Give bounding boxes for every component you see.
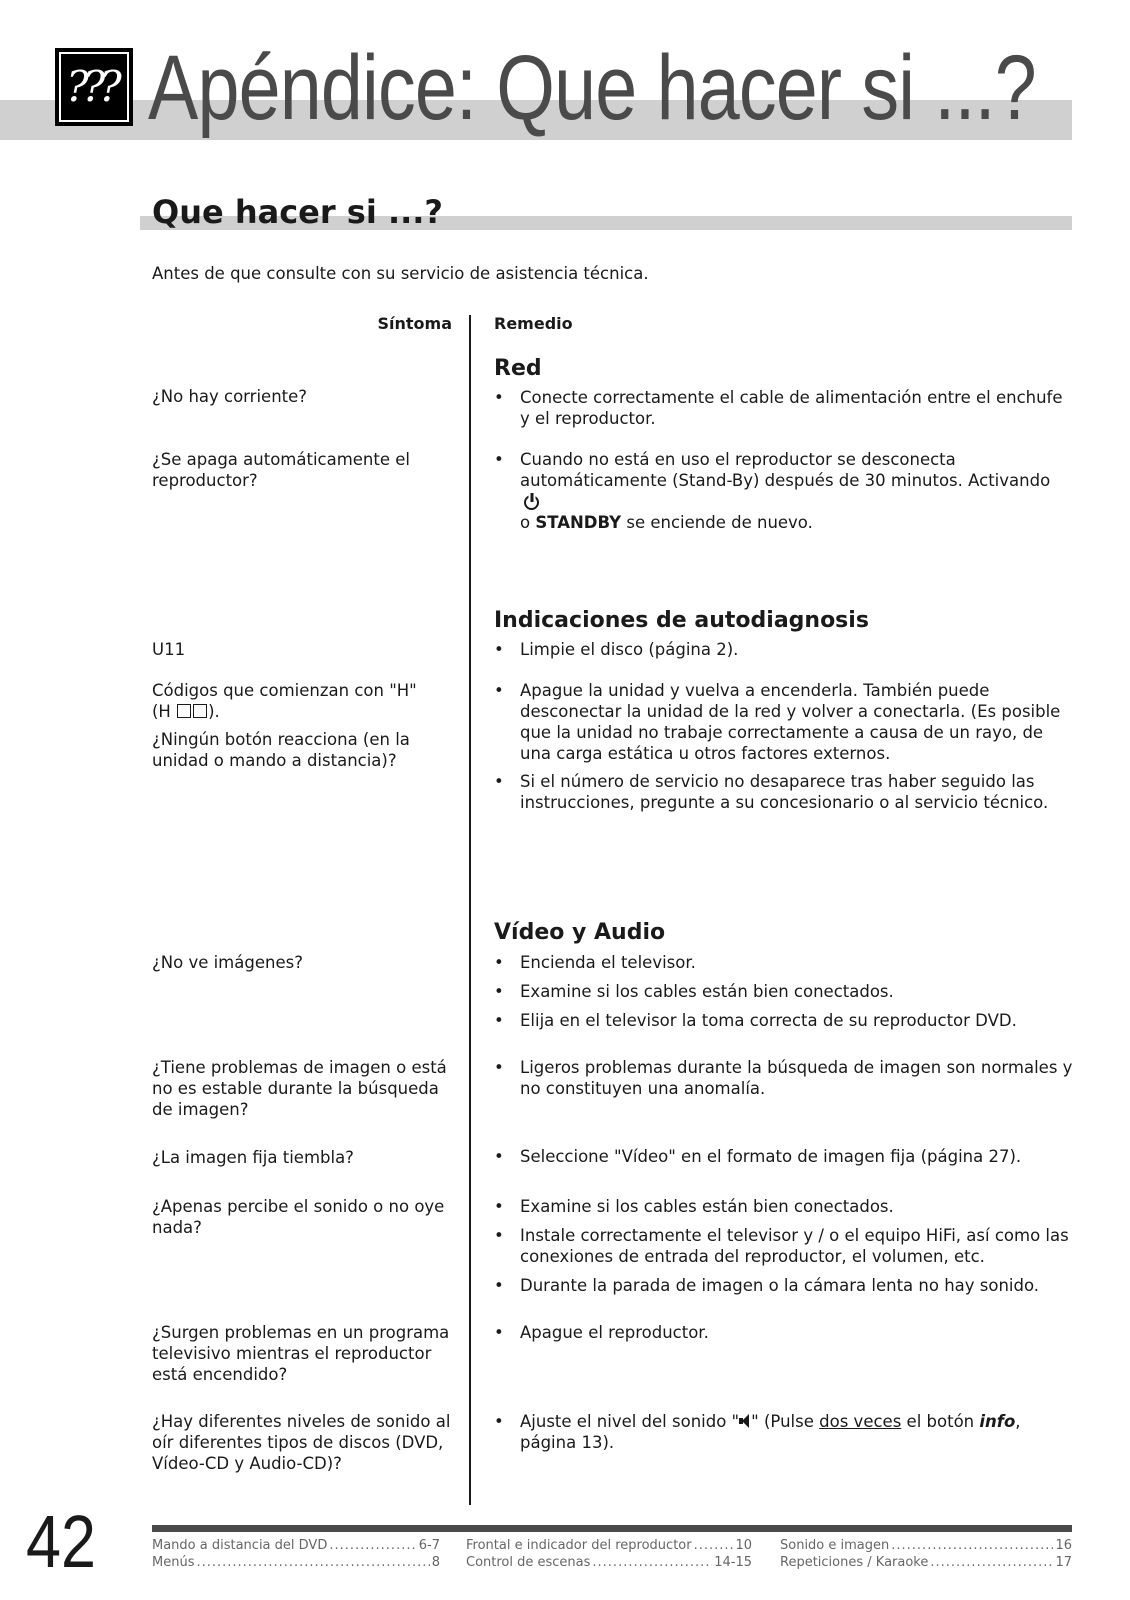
symptom-auto-off: ¿Se apaga automáticamente el reproductor? — [152, 450, 410, 490]
remedy-item: • Durante la parada de imagen o la cámara lenta no hay sonido. — [494, 1275, 1074, 1296]
remedy-item: • Elija en el televisor la toma correcta de su reproductor DVD. — [494, 1010, 1074, 1031]
remedy-column-header: Remedio — [494, 314, 573, 333]
symptom-image-search: ¿Tiene problemas de imagen o está no es estable durante la búsqueda de imagen? — [152, 1058, 447, 1119]
remedy-item: • Apague la unidad y vuelva a encenderla. También puede desconectar la unidad de la red y volver a conectarla. (Es posible que la unidad no trabaje correctamente a causa de un rayo, de una carga estática u otros factores externos. — [494, 680, 1074, 764]
remedy-no-power — [494, 387, 1074, 429]
category-red: Red — [494, 356, 542, 381]
column-divider — [469, 315, 471, 1505]
remedy-item: • Conecte correctamente el cable de alimentación entre el enchufe y el reproductor. — [494, 387, 1074, 429]
remedy-item: • Cuando no está en uso el reproductor se desconecta automáticamente (Stand-By) después de 30 minutos. Activando o STANDBY se enciende de nuevo. — [494, 449, 1074, 533]
speaker-icon — [739, 1414, 751, 1428]
remedy-u11 — [494, 639, 1074, 660]
page-number: 42 — [26, 1500, 96, 1583]
footer-index-entry: Sonido e imagen ..... 16 — [780, 1538, 1072, 1555]
remedy-auto-off — [494, 449, 1074, 533]
info-button-label: info — [979, 1412, 1016, 1431]
symptom-tv-program: ¿Surgen problemas en un programa televisivo mientras el reproductor está encendido? — [152, 1323, 450, 1384]
footer-index-entry: Control de escenas ..... 14-15 — [466, 1555, 752, 1572]
footer-index-entry: Menús ..... 8 — [152, 1555, 440, 1572]
remedy-item: • Apague el reproductor. — [494, 1322, 1074, 1343]
remedy-no-sound — [494, 1196, 1074, 1296]
footer-index-column — [466, 1538, 752, 1572]
category-autodiagnosis: Indicaciones de autodiagnosis — [494, 608, 869, 633]
remedy-item: • Instale correctamente el televisor y / o el equipo HiFi, así como las conexiones de entrada del reproductor, el volumen, etc. — [494, 1225, 1074, 1267]
remedy-item: • Si el número de servicio no desaparece tras haber seguido las instrucciones, pregunte a su concesionario o al servicio técnico. — [494, 771, 1074, 813]
symptom-column-header: Síntoma — [377, 314, 452, 333]
remedy-item: • Examine si los cables están bien conectados. — [494, 1196, 1074, 1217]
section-title: Que hacer si ...? — [152, 193, 443, 231]
digit-box-icon — [177, 704, 191, 718]
remedy-no-image — [494, 952, 1074, 1031]
remedy-image-search — [494, 1057, 1074, 1099]
remedy-tv-program — [494, 1322, 1074, 1343]
remedy-item: • Encienda el televisor. — [494, 952, 1074, 973]
question-marks-icon — [55, 48, 133, 126]
power-icon — [524, 495, 539, 510]
symptom-u11: U11 — [152, 640, 186, 659]
remedy-item: • Ajuste el nivel del sonido " " (Pulse dos veces el botón info, página 13). — [494, 1411, 1074, 1453]
footer-index-entry: Repeticiones / Karaoke ..... 17 — [780, 1555, 1072, 1572]
symptom-h-codes: Códigos que comienzan con "H" (H ). ¿Ningún botón reacciona (en la unidad o mando a distancia)? — [152, 681, 417, 770]
symptom-no-power: ¿No hay corriente? — [152, 387, 308, 406]
remedy-item: • Limpie el disco (página 2). — [494, 639, 1074, 660]
icon-text: ??? — [66, 62, 116, 111]
digit-box-icon — [193, 704, 207, 718]
symptom-sound-levels: ¿Hay diferentes niveles de sonido al oír diferentes tipos de discos (DVD, Vídeo-CD y Audio-CD)? — [152, 1412, 451, 1473]
remedy-sound-levels — [494, 1411, 1074, 1453]
symptom-still-shake: ¿La imagen fija tiembla? — [152, 1148, 354, 1167]
symptom-no-image: ¿No ve imágenes? — [152, 953, 303, 972]
standby-label: STANDBY — [535, 513, 622, 532]
footer-band — [152, 1525, 1072, 1532]
remedy-item: • Examine si los cables están bien conectados. — [494, 981, 1074, 1002]
intro-text: Antes de que consulte con su servicio de asistencia técnica. — [152, 264, 649, 283]
footer-index-entry: Mando a distancia del DVD ..... 6-7 — [152, 1538, 440, 1555]
chapter-title: Apéndice: Que hacer si ...? — [148, 37, 1036, 139]
remedy-h-codes — [494, 680, 1074, 813]
footer-index-column — [152, 1538, 440, 1572]
symptom-no-sound: ¿Apenas percibe el sonido o no oye nada? — [152, 1197, 445, 1237]
remedy-item: • Ligeros problemas durante la búsqueda de imagen son normales y no constituyen una anomalía. — [494, 1057, 1074, 1099]
remedy-still-shake — [494, 1146, 1074, 1167]
footer-index-column — [780, 1538, 1072, 1572]
remedy-item: • Seleccione "Vídeo" en el formato de imagen fija (página 27). — [494, 1146, 1074, 1167]
footer-index-entry: Frontal e indicador del reproductor ..... 10 — [466, 1538, 752, 1555]
category-video-audio: Vídeo y Audio — [494, 920, 666, 945]
